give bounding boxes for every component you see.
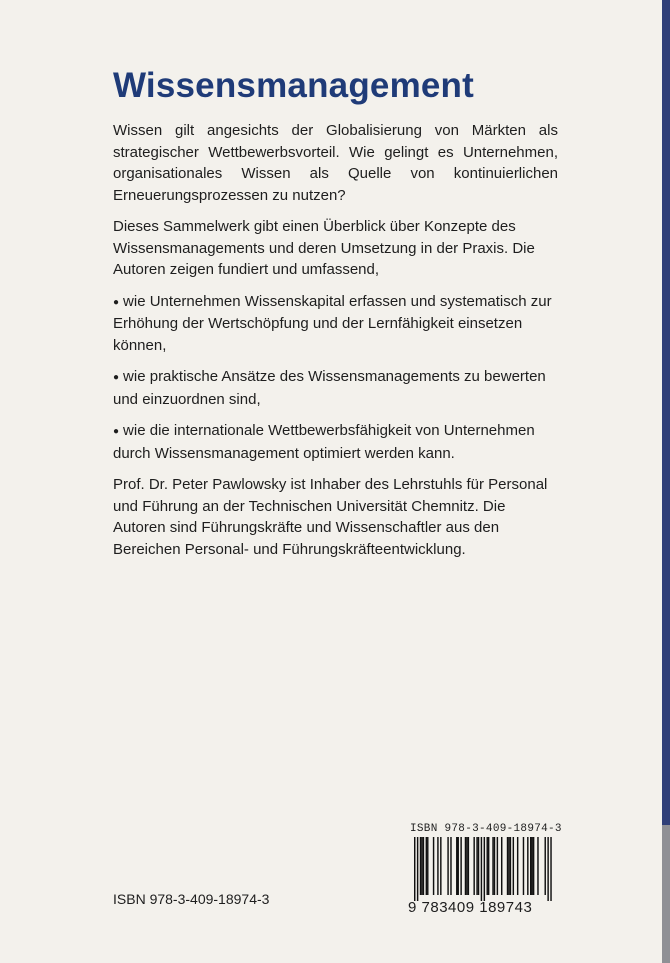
barcode-bar [497,837,498,895]
bullet-list [113,291,558,465]
barcode-bar [414,837,415,901]
barcode-bar [487,837,488,895]
barcode-bar [426,837,427,895]
barcode-bar [547,837,548,901]
barcode-bar [530,837,531,895]
barcode-bar [481,837,482,901]
overview-paragraph: Dieses Sammelwerk gibt einen Überblick über Konzepte des Wissensmanagements und deren Umsetzung in der Praxis. Die Autoren zeigen fundiert und umfassend, [113,218,535,278]
spine-grey-band [662,825,670,963]
barcode-bar [466,837,467,895]
barcode-bar [508,837,509,895]
barcode-bar [460,837,461,895]
barcode-bar [523,837,524,895]
barcode-bar [468,837,469,895]
barcode-bar [484,837,485,901]
intro-paragraph: Wissen gilt angesichts der Globalisierung von Märkten als strategischer Wettbewerbsvorteil. Wie gelingt es Unternehmen, organisationales Wissen als Quelle von kontinuierlichen Erneuerungsprozessen zu nutzen? [113,122,558,204]
barcode-bar [527,837,528,895]
bullet-item [113,420,558,464]
barcode-bar [494,837,495,895]
back-cover-text [113,120,558,570]
barcode-bar [458,837,459,895]
barcode-bar [501,837,502,895]
isbn-label: ISBN 978-3-409-18974-3 [113,891,270,907]
barcode-bar [447,837,448,895]
barcode [408,823,560,916]
barcode-bar [456,837,457,895]
barcode-bar [417,837,418,901]
bullet-text: wie praktische Ansätze des Wissensmanagements zu bewerten und einzuordnen sind, [113,368,546,408]
bullet-item [113,291,558,357]
barcode-bar [421,837,422,895]
bullet-text: wie die internationale Wettbewerbsfähigkeit von Unternehmen durch Wissensmanagement optimiert werden kann. [113,422,535,462]
barcode-bar [478,837,479,895]
barcode-bar [427,837,428,895]
barcode-bar [450,837,451,895]
barcode-bar [545,837,546,895]
barcode-bar [473,837,474,895]
barcode-bars [408,837,560,901]
barcode-bar [513,837,514,895]
barcode-bar [510,837,511,895]
barcode-bar [537,837,538,895]
barcode-bar [423,837,424,895]
book-title: Wissensmanagement [113,66,474,105]
bullet-text: wie Unternehmen Wissenskapital erfassen und systematisch zur Erhöhung der Wertschöpfung und der Lernfähigkeit einsetzen können, [113,292,552,354]
barcode-bar [533,837,534,895]
bullet-item [113,366,558,410]
barcode-bar [507,837,508,895]
barcode-bar [420,837,421,895]
barcode-bar [517,837,518,895]
barcode-bar [433,837,434,895]
spine-band [662,0,670,963]
barcode-bar [465,837,466,895]
barcode-bar [531,837,532,895]
barcode-bar [476,837,477,895]
barcode-bar [550,837,551,901]
barcode-bar [440,837,441,895]
author-paragraph: Prof. Dr. Peter Pawlowsky ist Inhaber des Lehrstuhls für Personal und Führung an der Technischen Universität Chemnitz. Die Autoren sind Führungskräfte und Wissenschaftler aus den Bereichen Personal- und Führungskräfteentwicklung. [113,476,548,558]
barcode-isbn-text: ISBN 978-3-409-18974-3 [410,823,562,835]
barcode-bar [437,837,438,895]
barcode-bar [492,837,493,895]
barcode-digits: 9 783409 189743 [408,899,533,916]
barcode-bar [488,837,489,895]
